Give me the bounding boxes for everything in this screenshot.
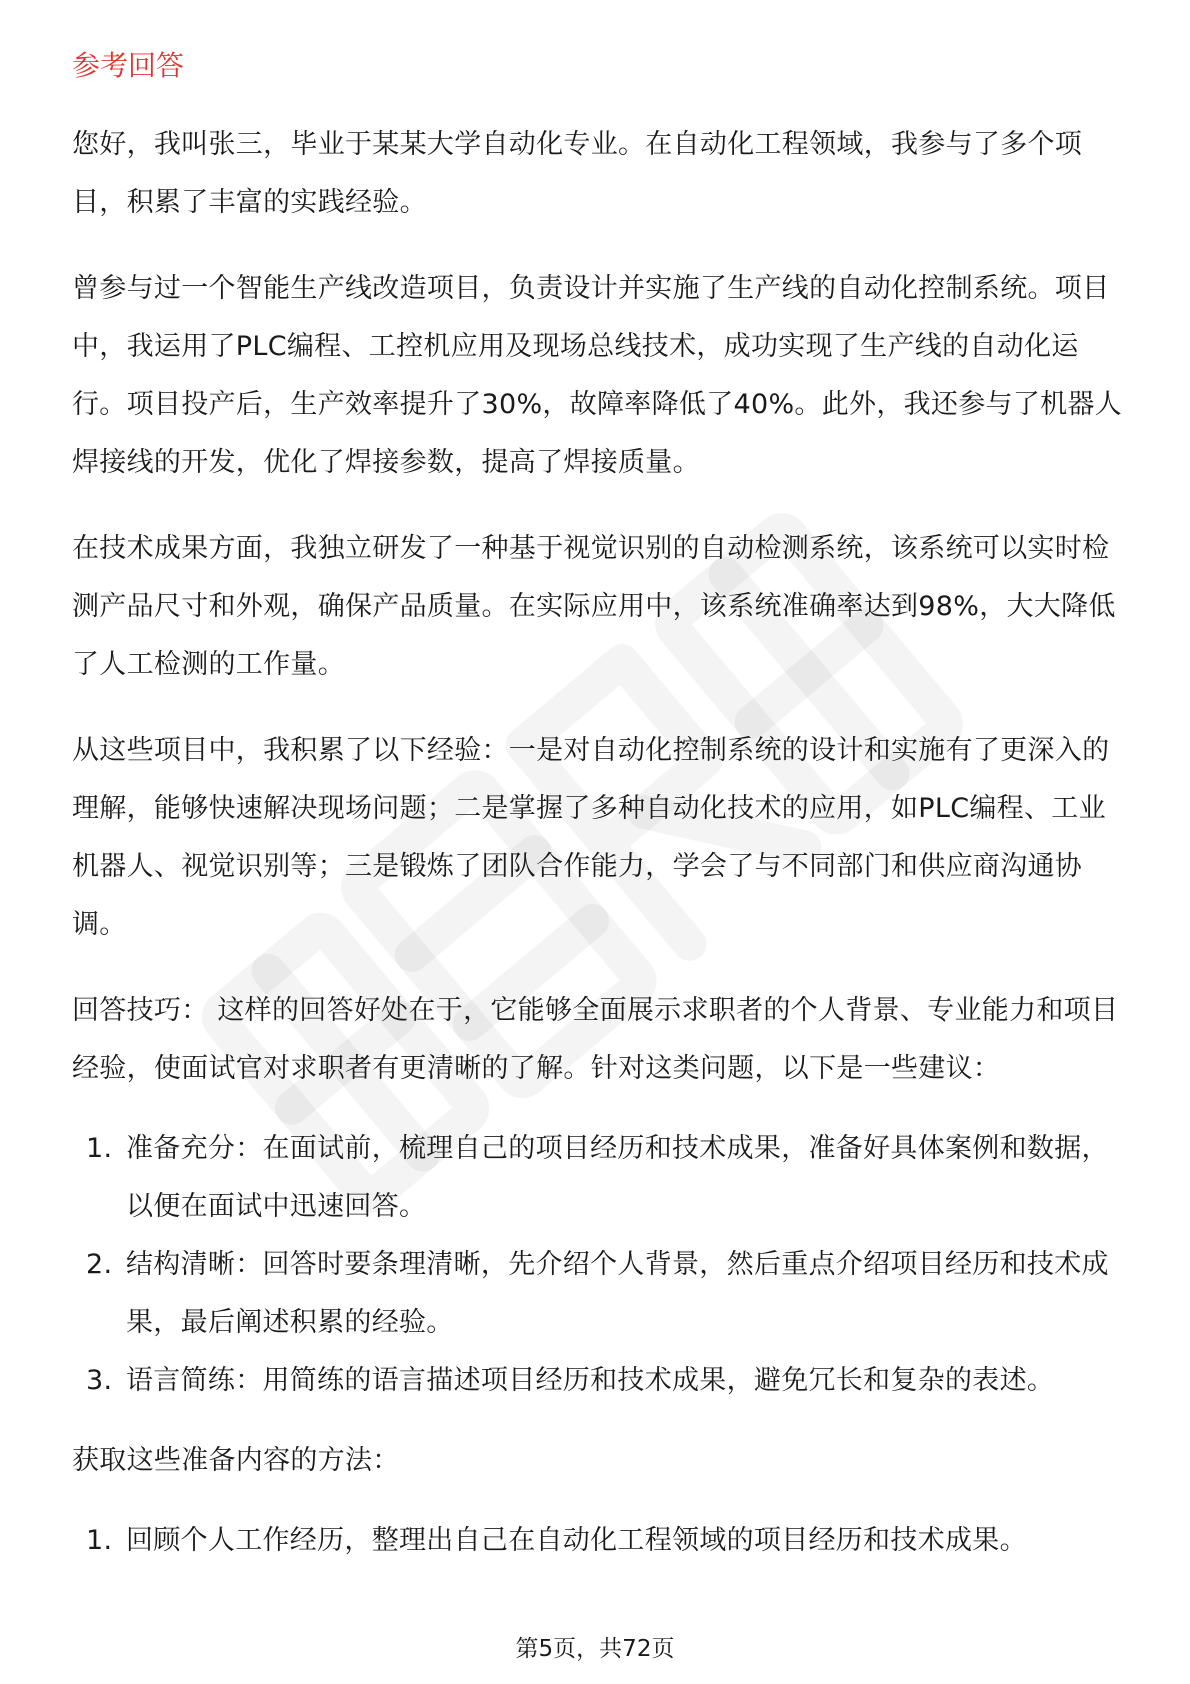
- project-paragraph: 曾参与过一个智能生产线改造项目，负责设计并实施了生产线的自动化控制系统。项目中，我运用了PLC编程、工控机应用及现场总线技术，成功实现了生产线的自动化运行。项目投产后，生产效率提升了30%，故障率降低了40%。此外，我还参与了机器人焊接线的开发，优化了焊接参数，提高了焊接质量。: [72, 273, 1123, 478]
- methods-heading: 获取这些准备内容的方法：: [72, 1445, 400, 1476]
- experience-paragraph: 从这些项目中，我积累了以下经验：一是对自动化控制系统的设计和实施有了更深入的理解，能够快速解决现场问题；二是掌握了多种自动化技术的应用，如PLC编程、工业机器人、视觉识别等；三是锻炼了团队合作能力，学会了与不同部门和供应商沟通协调。: [72, 735, 1110, 940]
- page-footer: 第5页，共72页: [515, 1636, 675, 1662]
- list-item: [72, 1120, 1132, 1236]
- methods-list: [72, 1512, 1132, 1570]
- list-item: [72, 1236, 1132, 1352]
- list-text: 准备充分：在面试前，梳理自己的项目经历和技术成果，准备好具体案例和数据，以便在面试中迅速回答。: [126, 1133, 1109, 1222]
- document-body: [72, 48, 1132, 1598]
- tips-list: [72, 1120, 1132, 1410]
- tips-intro-paragraph: 回答技巧： 这样的回答好处在于，它能够全面展示求职者的个人背景、专业能力和项目经验，使面试官对求职者有更清晰的了解。针对这类问题，以下是一些建议：: [72, 995, 1119, 1084]
- intro-paragraph: 您好，我叫张三，毕业于某某大学自动化专业。在自动化工程领域，我参与了多个项目，积累了丰富的实践经验。: [72, 129, 1083, 218]
- list-item: [72, 1512, 1132, 1570]
- list-text: 结构清晰：回答时要条理清晰，先介绍个人背景，然后重点介绍项目经历和技术成果，最后阐述积累的经验。: [126, 1249, 1109, 1338]
- section-heading: 参考回答: [72, 49, 185, 82]
- list-text: 语言简练：用简练的语言描述项目经历和技术成果，避免冗长和复杂的表述。: [126, 1365, 1055, 1396]
- list-item: [72, 1352, 1132, 1410]
- list-number: 2.: [86, 1249, 113, 1280]
- list-number: 1.: [86, 1525, 113, 1556]
- list-number: 3.: [86, 1365, 113, 1396]
- achievement-paragraph: 在技术成果方面，我独立研发了一种基于视觉识别的自动检测系统，该系统可以实时检测产品尺寸和外观，确保产品质量。在实际应用中，该系统准确率达到98%，大大降低了人工检测的工作量。: [72, 533, 1116, 680]
- list-text: 回顾个人工作经历，整理出自己在自动化工程领域的项目经历和技术成果。: [126, 1525, 1027, 1556]
- list-number: 1.: [86, 1133, 113, 1164]
